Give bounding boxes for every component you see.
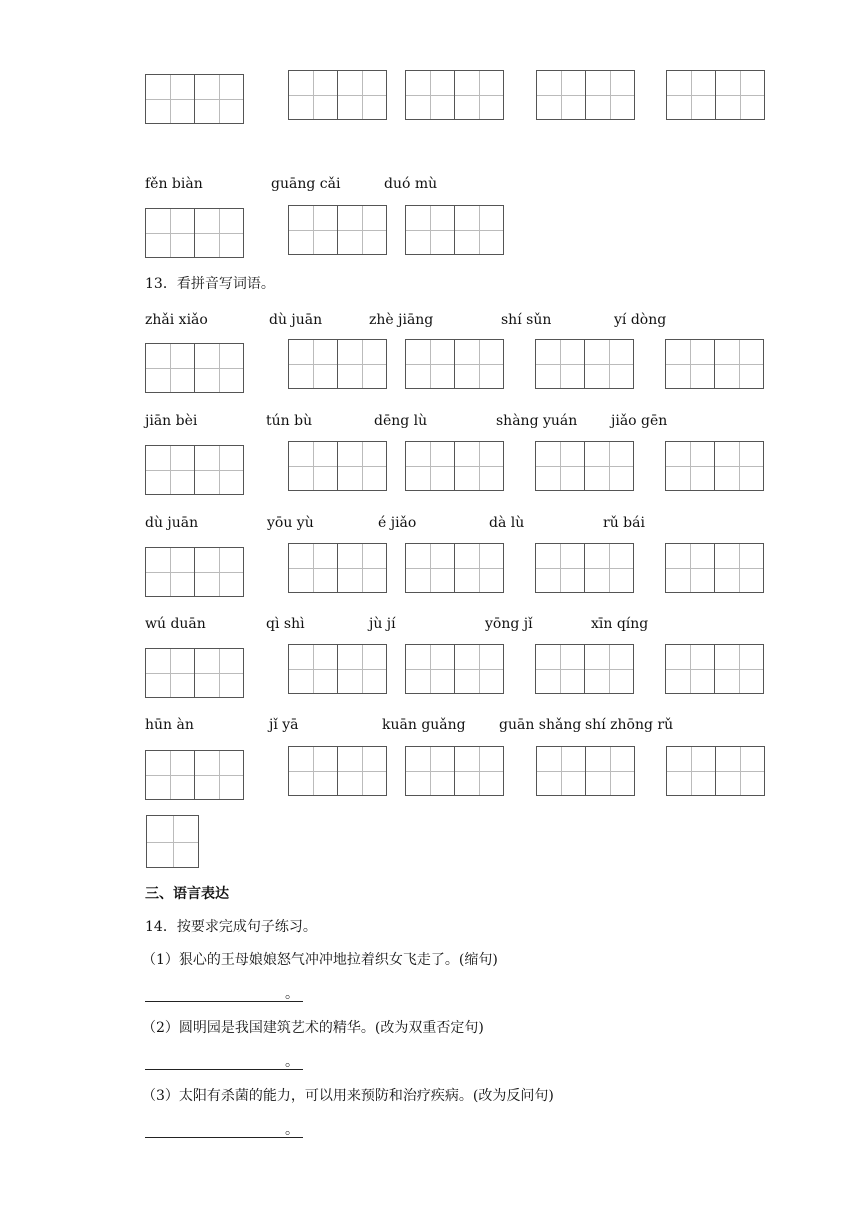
writing-cell[interactable] bbox=[454, 543, 504, 593]
writing-cell[interactable] bbox=[288, 644, 338, 694]
writing-cell[interactable] bbox=[454, 441, 504, 491]
writing-cell[interactable] bbox=[454, 746, 504, 796]
writing-cell[interactable] bbox=[584, 543, 634, 593]
pinyin-label: duó mù bbox=[384, 176, 438, 192]
writing-cell[interactable] bbox=[714, 339, 764, 389]
exercise-prompt: （3）太阳有杀菌的能力，可以用来预防和治疗疾病。(改为反问句) bbox=[142, 1088, 554, 1104]
writing-grid[interactable] bbox=[145, 208, 244, 258]
writing-cell[interactable] bbox=[194, 343, 244, 393]
writing-cell[interactable] bbox=[194, 74, 244, 124]
writing-cell[interactable] bbox=[194, 547, 244, 597]
pinyin-label: shàng yuán bbox=[496, 413, 578, 429]
writing-grid[interactable] bbox=[145, 547, 244, 597]
writing-grid[interactable] bbox=[288, 746, 387, 796]
writing-grid[interactable] bbox=[536, 746, 635, 796]
writing-cell[interactable] bbox=[585, 70, 635, 120]
writing-cell[interactable] bbox=[405, 543, 455, 593]
writing-cell[interactable] bbox=[145, 547, 195, 597]
writing-grid[interactable] bbox=[405, 205, 504, 255]
writing-cell[interactable] bbox=[145, 750, 195, 800]
writing-grid[interactable] bbox=[535, 339, 634, 389]
writing-cell[interactable] bbox=[584, 441, 634, 491]
writing-cell[interactable] bbox=[715, 70, 765, 120]
writing-cell[interactable] bbox=[584, 644, 634, 694]
pinyin-label: tún bù bbox=[266, 413, 313, 429]
pinyin-label: guāng cǎi bbox=[271, 176, 341, 192]
writing-grid[interactable] bbox=[665, 441, 764, 491]
pinyin-label: jù jí bbox=[369, 616, 396, 632]
writing-cell[interactable] bbox=[405, 339, 455, 389]
writing-cell[interactable] bbox=[405, 205, 455, 255]
writing-grid[interactable] bbox=[665, 644, 764, 694]
writing-cell[interactable] bbox=[194, 445, 244, 495]
writing-grid[interactable] bbox=[666, 746, 765, 796]
writing-cell[interactable] bbox=[536, 746, 586, 796]
writing-cell[interactable] bbox=[337, 205, 387, 255]
sentence-end-mark: 。 bbox=[285, 1054, 299, 1070]
writing-cell[interactable] bbox=[714, 644, 764, 694]
exercise-prompt: （2）圆明园是我国建筑艺术的精华。(改为双重否定句) bbox=[142, 1020, 484, 1036]
writing-grid[interactable] bbox=[665, 339, 764, 389]
writing-cell[interactable] bbox=[454, 644, 504, 694]
writing-cell[interactable] bbox=[194, 208, 244, 258]
pinyin-label: zhǎi xiǎo bbox=[145, 312, 208, 328]
writing-cell[interactable] bbox=[288, 205, 338, 255]
writing-grid[interactable] bbox=[405, 339, 504, 389]
writing-cell[interactable] bbox=[405, 441, 455, 491]
writing-grid[interactable] bbox=[288, 70, 387, 120]
writing-cell[interactable] bbox=[288, 339, 338, 389]
writing-cell[interactable] bbox=[405, 746, 455, 796]
writing-cell[interactable] bbox=[288, 746, 338, 796]
writing-cell[interactable] bbox=[337, 441, 387, 491]
sentence-end-mark: 。 bbox=[285, 986, 299, 1002]
writing-cell[interactable] bbox=[405, 70, 455, 120]
writing-cell[interactable] bbox=[337, 543, 387, 593]
pinyin-label: hūn àn bbox=[145, 717, 194, 733]
writing-grid[interactable] bbox=[666, 70, 765, 120]
pinyin-label: yōng jǐ bbox=[485, 616, 533, 632]
writing-grid[interactable] bbox=[405, 543, 504, 593]
writing-cell[interactable] bbox=[715, 746, 765, 796]
writing-grid[interactable] bbox=[405, 746, 504, 796]
writing-cell[interactable] bbox=[337, 644, 387, 694]
writing-cell[interactable] bbox=[145, 208, 195, 258]
question-title: 14．按要求完成句子练习。 bbox=[145, 919, 317, 935]
pinyin-label: guān shǎng bbox=[499, 717, 582, 733]
section-heading: 三、语言表达 bbox=[145, 886, 229, 902]
writing-cell[interactable] bbox=[337, 746, 387, 796]
writing-cell[interactable] bbox=[288, 70, 338, 120]
writing-cell[interactable] bbox=[665, 441, 715, 491]
writing-cell[interactable] bbox=[194, 750, 244, 800]
writing-cell[interactable] bbox=[454, 70, 504, 120]
writing-cell[interactable] bbox=[666, 70, 716, 120]
pinyin-label: kuān guǎng bbox=[382, 717, 466, 733]
pinyin-label: fěn biàn bbox=[145, 176, 203, 192]
writing-grid[interactable] bbox=[536, 70, 635, 120]
pinyin-label: yí dòng bbox=[614, 312, 667, 328]
writing-grid[interactable] bbox=[405, 70, 504, 120]
writing-grid[interactable] bbox=[288, 339, 387, 389]
writing-cell[interactable] bbox=[585, 746, 635, 796]
pinyin-label: shí zhōng rǔ bbox=[585, 717, 674, 733]
pinyin-label: dù juān bbox=[269, 312, 323, 328]
writing-cell[interactable] bbox=[535, 441, 585, 491]
writing-cell[interactable] bbox=[337, 339, 387, 389]
writing-cell[interactable] bbox=[536, 70, 586, 120]
pinyin-label: jiǎo gēn bbox=[611, 413, 668, 429]
pinyin-label: xīn qíng bbox=[591, 616, 649, 632]
answer-line[interactable] bbox=[145, 1053, 303, 1070]
writing-cell[interactable] bbox=[535, 543, 585, 593]
writing-grid[interactable] bbox=[288, 644, 387, 694]
writing-grid[interactable] bbox=[535, 441, 634, 491]
pinyin-label: dù juān bbox=[145, 515, 199, 531]
pinyin-label: rǔ bái bbox=[603, 515, 645, 531]
writing-cell[interactable] bbox=[454, 205, 504, 255]
writing-grid[interactable] bbox=[145, 74, 244, 124]
writing-grid[interactable] bbox=[405, 644, 504, 694]
writing-cell[interactable] bbox=[146, 815, 199, 868]
writing-cell[interactable] bbox=[714, 441, 764, 491]
pinyin-label: wú duān bbox=[145, 616, 206, 632]
writing-grid[interactable] bbox=[535, 644, 634, 694]
writing-cell[interactable] bbox=[145, 74, 195, 124]
writing-grid[interactable] bbox=[288, 205, 387, 255]
writing-cell[interactable] bbox=[145, 445, 195, 495]
writing-grid[interactable] bbox=[288, 543, 387, 593]
writing-grid[interactable] bbox=[145, 445, 244, 495]
pinyin-label: jǐ yā bbox=[269, 717, 299, 733]
pinyin-label: jiān bèi bbox=[145, 413, 198, 429]
pinyin-label: shí sǔn bbox=[501, 312, 552, 328]
writing-cell[interactable] bbox=[194, 648, 244, 698]
writing-cell[interactable] bbox=[454, 339, 504, 389]
writing-grid[interactable] bbox=[145, 648, 244, 698]
writing-cell[interactable] bbox=[145, 343, 195, 393]
pinyin-label: dēng lù bbox=[374, 413, 428, 429]
writing-cell[interactable] bbox=[405, 644, 455, 694]
pinyin-label: zhè jiāng bbox=[369, 312, 434, 328]
pinyin-label: yōu yù bbox=[267, 515, 314, 531]
writing-grid[interactable] bbox=[405, 441, 504, 491]
writing-grid[interactable] bbox=[145, 343, 244, 393]
writing-cell[interactable] bbox=[665, 543, 715, 593]
writing-cell[interactable] bbox=[535, 644, 585, 694]
writing-grid[interactable] bbox=[145, 750, 244, 800]
pinyin-label: é jiǎo bbox=[378, 515, 417, 531]
writing-cell[interactable] bbox=[665, 339, 715, 389]
writing-cell[interactable] bbox=[584, 339, 634, 389]
writing-cell[interactable] bbox=[665, 644, 715, 694]
sentence-end-mark: 。 bbox=[285, 1122, 299, 1138]
writing-grid[interactable] bbox=[535, 543, 634, 593]
writing-cell[interactable] bbox=[666, 746, 716, 796]
writing-cell[interactable] bbox=[714, 543, 764, 593]
pinyin-label: qì shì bbox=[266, 616, 305, 632]
question-title: 13．看拼音写词语。 bbox=[145, 276, 275, 292]
answer-line[interactable] bbox=[145, 985, 303, 1002]
writing-cell[interactable] bbox=[535, 339, 585, 389]
exercise-prompt: （1）狠心的王母娘娘怒气冲冲地拉着织女飞走了。(缩句) bbox=[142, 952, 498, 968]
writing-cell[interactable] bbox=[288, 441, 338, 491]
writing-grid[interactable] bbox=[146, 815, 199, 868]
answer-line[interactable] bbox=[145, 1121, 303, 1138]
writing-cell[interactable] bbox=[337, 70, 387, 120]
writing-cell[interactable] bbox=[288, 543, 338, 593]
writing-grid[interactable] bbox=[288, 441, 387, 491]
pinyin-label: dà lù bbox=[489, 515, 525, 531]
writing-cell[interactable] bbox=[145, 648, 195, 698]
writing-grid[interactable] bbox=[665, 543, 764, 593]
